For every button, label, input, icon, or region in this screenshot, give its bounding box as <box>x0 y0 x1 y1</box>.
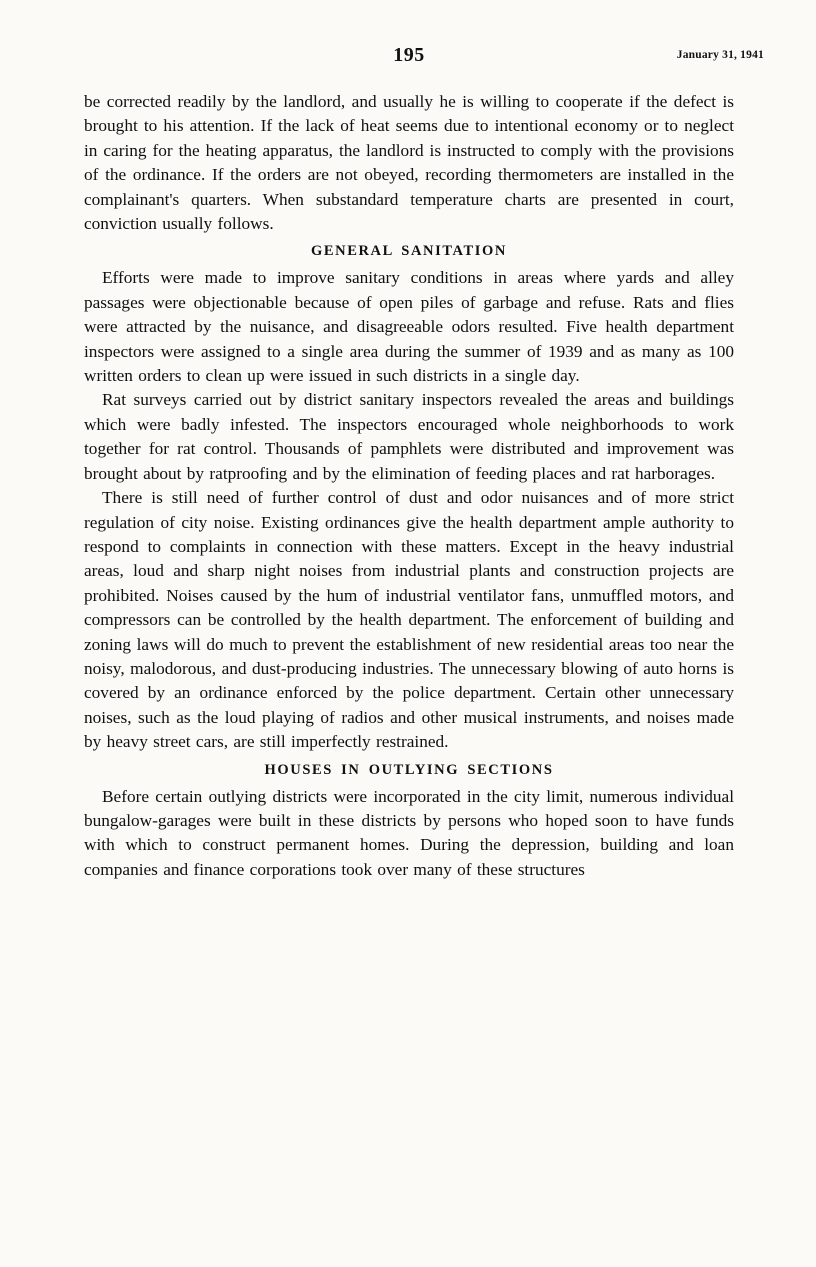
paragraph-outlying-houses: Before certain outlying districts were incorporated in the city limit, numerous individual bungalow-garages were built in these districts by persons who hoped soon to have funds with which to construct permanent homes. During the depression, building and loan companies and finance corporations took over many of these structures <box>84 786 734 879</box>
paragraph-sanitation-efforts: Efforts were made to improve sanitary conditions in areas where yards and alley passages were objectionable because of open piles of garbage and refuse. Rats and flies were attracted by the nuisance, and disagreeable odors resulted. Five health department inspectors were assigned to a single area during the summer of 1939 and as many as 100 written orders to clean up were issued in such districts in a single day. <box>84 268 734 386</box>
section-heading-houses-outlying: HOUSES IN OUTLYING SECTIONS <box>264 761 554 778</box>
paragraph-rat-surveys: Rat surveys carried out by district sanitary inspectors revealed the areas and buildings which were badly infested. The inspectors encouraged whole neighborhoods to work together for rat control. Thousands of pamphlets were distributed and improvement was brought about by ratproofing and by the elimination of feeding places and rat harborages. <box>84 390 734 483</box>
section-heading-general-sanitation: GENERAL SANITATION <box>310 243 508 260</box>
paragraph-continuation: be corrected readily by the landlord, and usually he is willing to cooperate if the defect is brought to his attention. If the lack of heat seems due to intentional economy or to neglect in caring for the heating apparatus, the landlord is instructed to comply with the provisions of the ordinance. If the orders are not obeyed, recording thermometers are installed in the complainant's quarters. When substandard temperature charts are presented in court, conviction usually follows. <box>84 92 734 234</box>
header-date: January 31, 1941 <box>676 49 764 61</box>
paragraph-noise-control: There is still need of further control of dust and odor nuisances and of more strict regulation of city noise. Existing ordinances give the health department ample authority to respond to complaints in connection with these matters. Except in the heavy industrial areas, loud and sharp night noises from industrial plants and construction projects are prohibited. Noises caused by the hum of industrial ventilator fans, unmuffled motors, and compressors can be controlled by the health department. The enforcement of building and zoning laws will do much to prevent the establishment of new residential areas too near the noisy, malodorous, and dust-producing industries. The unnecessary blowing of auto horns is covered by an ordinance enforced by the police department. Certain other unnecessary noises, such as the loud playing of radios and other musical instruments, and noises made by heavy street cars, are still imperfectly restrained. <box>84 488 734 752</box>
page-header <box>84 44 764 70</box>
page-number: 195 <box>393 44 425 66</box>
